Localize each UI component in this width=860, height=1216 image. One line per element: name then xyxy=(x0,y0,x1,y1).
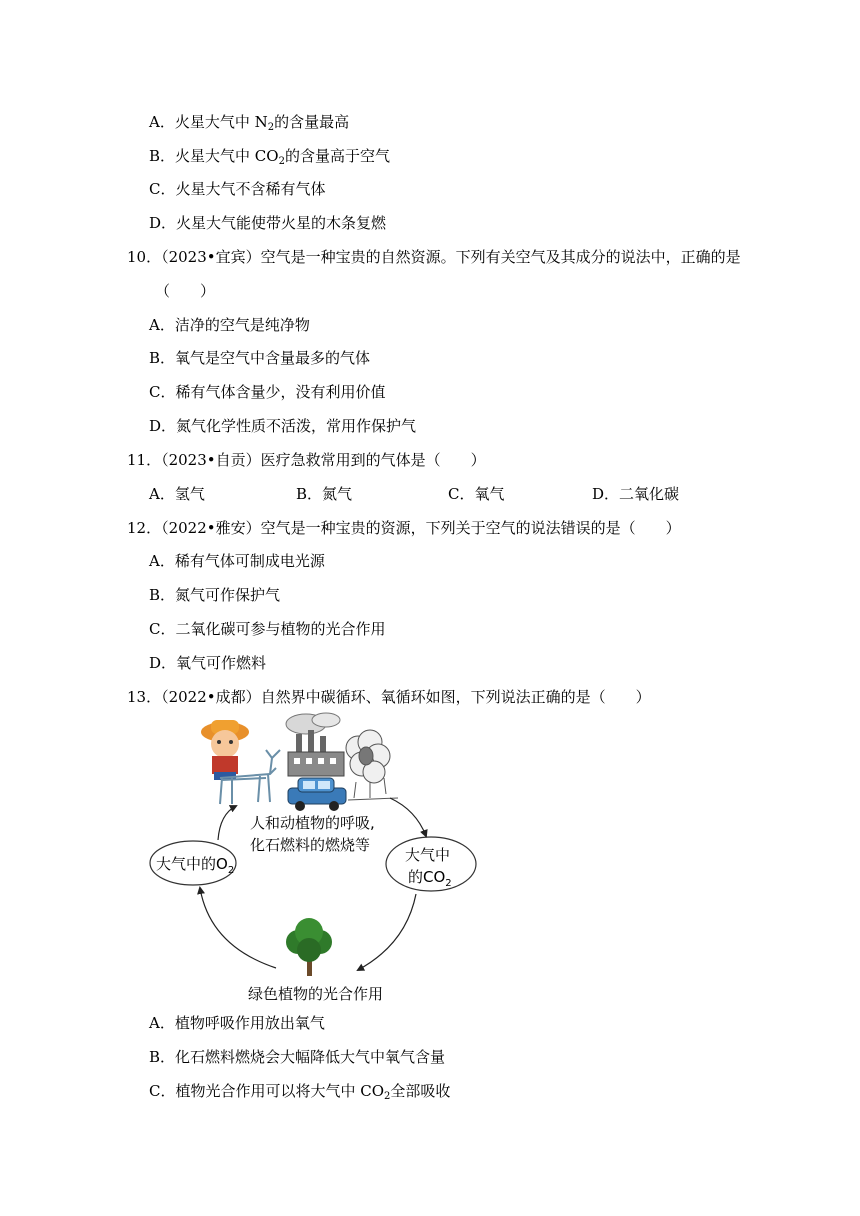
person-illustration xyxy=(201,720,249,780)
respiration-label-line1: 人和动植物的呼吸, xyxy=(250,814,375,832)
q9-option-d: D．火星大气能使带火星的木条复燃 xyxy=(149,214,387,232)
factory-illustration xyxy=(286,713,344,776)
q13-option-b: B．化石燃料燃烧会大幅降低大气中氧气含量 xyxy=(149,1048,446,1066)
arrow-plant-to-o2 xyxy=(200,888,276,968)
q10-option-c: C．稀有气体含量少，没有利用价值 xyxy=(149,383,386,401)
q9-option-c: C．火星大气不含稀有气体 xyxy=(149,180,326,198)
q12-option-a: A．稀有气体可制成电光源 xyxy=(149,552,325,570)
q12-stem: 12．（2022•雅安）空气是一种宝贵的资源，下列关于空气的说法错误的是（ ） xyxy=(127,519,681,537)
q13-option-a: A．植物呼吸作用放出氧气 xyxy=(149,1014,325,1032)
q10-stem: 10．（2023•宜宾）空气是一种宝贵的自然资源。下列有关空气及其成分的说法中，正确的是 xyxy=(127,248,741,266)
carbon-oxygen-cycle-diagram xyxy=(148,712,488,1012)
q12-option-c: C．二氧化碳可参与植物的光合作用 xyxy=(149,620,386,638)
q11-stem: 11．（2023•自贡）医疗急救常用到的气体是（ ） xyxy=(127,451,486,469)
respiration-label-line2: 化石燃料的燃烧等 xyxy=(250,836,371,854)
q13-stem: 13．（2022•成都）自然界中碳循环、氧循环如图，下列说法正确的是（ ） xyxy=(127,688,651,706)
q11-options-row xyxy=(0,484,860,504)
atmospheric-o2-label: 大气中的$O_2$ xyxy=(156,855,235,876)
q10-option-d: D．氮气化学性质不活泼，常用作保护气 xyxy=(149,417,417,435)
q11-option-d: D．二氧化碳 xyxy=(592,485,680,503)
q12-option-b: B．氮气可作保护气 xyxy=(149,586,281,604)
q11-option-a: A．氢气 xyxy=(149,485,205,503)
q9-option-b: B．火星大气中 $CO_2$的含量高于空气 xyxy=(149,147,390,167)
q9-option-a: A．火星大气中 $N_2$的含量最高 xyxy=(149,113,350,133)
tree-illustration xyxy=(286,918,332,976)
q12-option-d: D．氧气可作燃料 xyxy=(149,654,267,672)
car-illustration xyxy=(288,778,346,811)
q10-option-b: B．氧气是空气中含量最多的气体 xyxy=(149,349,371,367)
q10-option-a: A．洁净的空气是纯净物 xyxy=(149,316,310,334)
arrow-o2-to-respiration xyxy=(218,806,236,840)
q13-option-c: C．植物光合作用可以将大气中 $CO_2$全部吸收 xyxy=(149,1082,451,1102)
atmospheric-co2-label-line2: 的$CO_2$ xyxy=(408,868,452,889)
q11-option-c: C．氧气 xyxy=(448,485,505,503)
sheep-illustration xyxy=(346,730,398,800)
photosynthesis-label: 绿色植物的光合作用 xyxy=(248,985,384,1003)
atmospheric-co2-label-line1: 大气中 xyxy=(405,846,451,864)
q11-option-b: B．氮气 xyxy=(296,485,353,503)
arrow-to-co2 xyxy=(390,798,426,836)
arrow-co2-to-plant xyxy=(358,894,416,970)
q10-answer-blank: （ ） xyxy=(155,282,216,300)
